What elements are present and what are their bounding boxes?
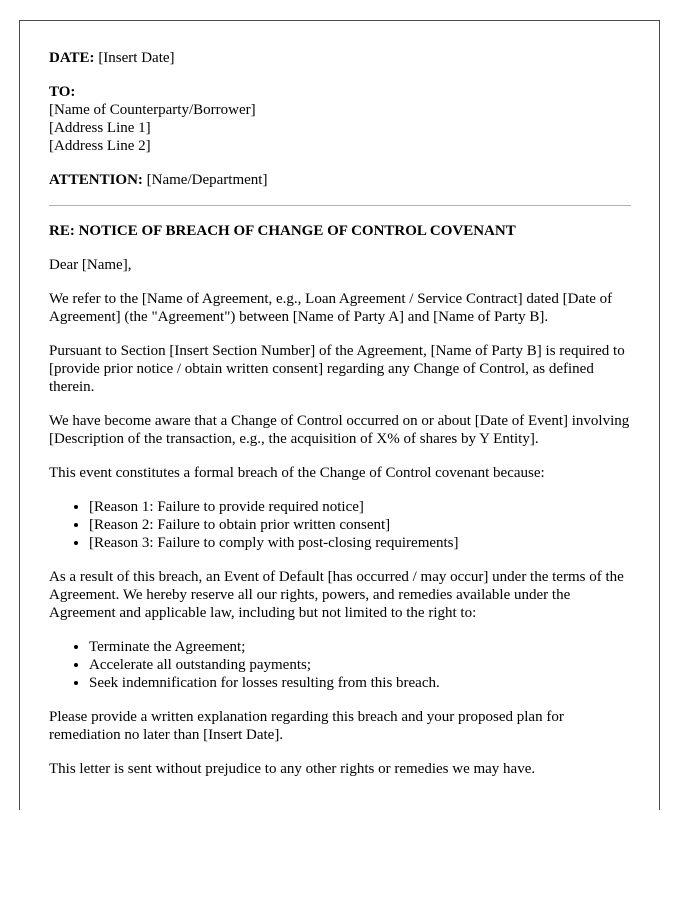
paragraph-change-of-control-event: We have become aware that a Change of Control occurred on or about [Date of Event] involving [Description of the transaction, e.g., the acquisition of X% of shares by Y Entity]. <box>49 413 630 447</box>
list-item: • [Reason 1: Failure to provide required notice] <box>89 498 631 516</box>
recipient-block <box>49 83 631 155</box>
recipient-address-line-2: [Address Line 2] <box>49 138 151 154</box>
recipient-name: [Name of Counterparty/Borrower] <box>49 102 256 118</box>
attention-line <box>49 171 631 189</box>
list-item: • Seek indemnification for losses resulting from this breach. <box>89 674 631 692</box>
attention-value: [Name/Department] <box>146 172 268 188</box>
remedies-list <box>49 638 631 692</box>
paragraph-without-prejudice: This letter is sent without prejudice to any other rights or remedies we may have. <box>49 761 536 777</box>
date-line <box>49 49 631 67</box>
header-divider <box>49 205 631 206</box>
paragraph-breach-statement: This event constitutes a formal breach of the Change of Control covenant because: <box>49 465 545 481</box>
list-item: • [Reason 2: Failure to obtain prior written consent] <box>89 516 631 534</box>
letter-document <box>19 20 660 810</box>
list-item: • Terminate the Agreement; <box>89 638 631 656</box>
recipient-address-line-1: [Address Line 1] <box>49 120 151 136</box>
paragraph-request-explanation: Please provide a written explanation regarding this breach and your proposed plan for remediation no later than [Insert Date]. <box>49 709 564 743</box>
salutation: Dear [Name], <box>49 257 132 273</box>
paragraph-event-of-default: As a result of this breach, an Event of Default [has occurred / may occur] under the terms of the Agreement. We hereby reserve all our rights, powers, and remedies available under the Agreement and applicable law, including but not limited to the right to: <box>49 569 624 621</box>
breach-reasons-list <box>49 498 631 552</box>
list-item: • Accelerate all outstanding payments; <box>89 656 631 674</box>
paragraph-covenant-section: Pursuant to Section [Insert Section Number] of the Agreement, [Name of Party B] is required to [provide prior notice / obtain written consent] regarding any Change of Control, as defined therein. <box>49 343 625 395</box>
date-label: DATE: <box>49 50 95 66</box>
to-label: TO: <box>49 84 76 100</box>
attention-label: ATTENTION: <box>49 172 143 188</box>
list-item: • [Reason 3: Failure to comply with post-closing requirements] <box>89 534 631 552</box>
subject-line: RE: NOTICE OF BREACH OF CHANGE OF CONTROL COVENANT <box>49 223 516 239</box>
date-value: [Insert Date] <box>98 50 175 66</box>
paragraph-agreement-reference: We refer to the [Name of Agreement, e.g., Loan Agreement / Service Contract] dated [Date of Agreement] (the "Agreement") between [Name of Party A] and [Name of Party B]. <box>49 291 613 325</box>
